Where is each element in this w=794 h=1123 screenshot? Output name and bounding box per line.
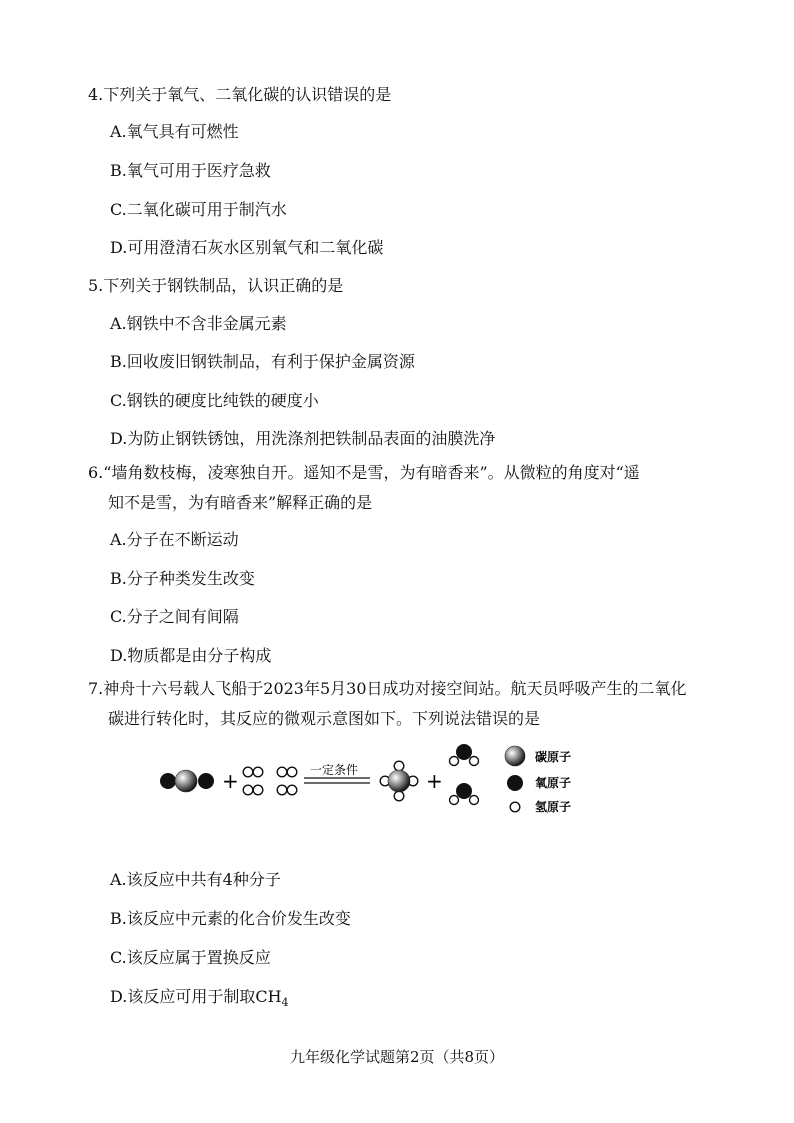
q5-option-c: C.钢铁的硬度比纯铁的硬度小 [110, 391, 319, 410]
q6-option-a: A.分子在不断运动 [110, 530, 239, 549]
legend-carbon: 碳原子 [535, 750, 572, 764]
legend-oxygen: 氧原子 [535, 776, 572, 790]
q6-stem-line-2: 知不是雪，为有暗香来”解释正确的是 [108, 493, 373, 512]
q5-option-b: B.回收废旧钢铁制品，有利于保护金属资源 [110, 352, 415, 371]
plus-sign-1: + [222, 769, 239, 793]
plus-sign-2: + [426, 769, 443, 793]
ch4-molecule [380, 761, 418, 801]
hydrogen-atom-legend-icon [510, 802, 520, 812]
h2o-molecule [450, 783, 479, 805]
q6-stem-line-1: 6.“墙角数枝梅，凌寒独自开。遥知不是雪，为有暗香来”。从微粒的角度对“遥 [88, 463, 640, 482]
page-footer: 九年级化学试题第2页（共8页） [289, 1048, 505, 1066]
oxygen-atom-legend-icon [507, 775, 523, 791]
carbon-atom-legend-icon [505, 746, 525, 766]
q7-option-d-subscript: 4 [281, 996, 289, 1010]
q4-option-d: D.可用澄清石灰水区别氧气和二氧化碳 [110, 238, 384, 257]
q7-stem-line-2: 碳进行转化时，其反应的微观示意图如下。下列说法错误的是 [108, 709, 541, 728]
h2-molecule [243, 767, 263, 777]
q7-option-a: A.该反应中共有4种分子 [110, 870, 281, 889]
question-6-stem [88, 458, 708, 518]
q4-option-a: A.氧气具有可燃性 [110, 122, 239, 141]
h2o-molecule [450, 744, 479, 766]
diagram-legend [505, 746, 571, 814]
q7-option-b: B.该反应中元素的化合价发生改变 [110, 909, 351, 928]
h2-molecule [277, 767, 297, 777]
carbon-atom [388, 770, 410, 792]
legend-hydrogen: 氢原子 [535, 800, 572, 814]
question-7-stem [88, 674, 708, 734]
question-5-stem: 5.下列关于钢铁制品，认识正确的是 [88, 276, 344, 295]
question-4-stem: 4.下列关于氧气、二氧化碳的认识错误的是 [88, 85, 392, 104]
reaction-diagram [150, 740, 590, 830]
q4-option-b: B.氧气可用于医疗急救 [110, 161, 271, 180]
h2-molecule [277, 785, 297, 795]
q5-option-d: D.为防止钢铁锈蚀，用洗涤剂把铁制品表面的油膜洗净 [110, 429, 496, 448]
q7-stem-line-1: 7.神舟十六号载人飞船于2023年5月30日成功对接空间站。航天员呼吸产生的二氧化 [88, 679, 687, 698]
hydrogen-atom [394, 791, 404, 801]
h2-molecule [243, 785, 263, 795]
q5-option-a: A.钢铁中不含非金属元素 [110, 314, 287, 333]
q6-option-c: C.分子之间有间隔 [110, 607, 239, 626]
q7-option-c: C.该反应属于置换反应 [110, 948, 271, 967]
q4-option-c: C.二氧化碳可用于制汽水 [110, 200, 287, 219]
q6-option-d: D.物质都是由分子构成 [110, 646, 272, 665]
hydrogen-atom [394, 761, 404, 771]
oxygen-atom [160, 773, 176, 789]
co2-molecule [160, 770, 214, 792]
q7-option-d-text: D.该反应可用于制取CH [110, 987, 282, 1006]
carbon-atom [175, 770, 197, 792]
h2-molecules [243, 767, 297, 795]
q7-option-d [110, 985, 289, 1015]
oxygen-atom [198, 773, 214, 789]
reaction-condition: 一定条件 [310, 763, 359, 777]
q6-option-b: B.分子种类发生改变 [110, 569, 255, 588]
